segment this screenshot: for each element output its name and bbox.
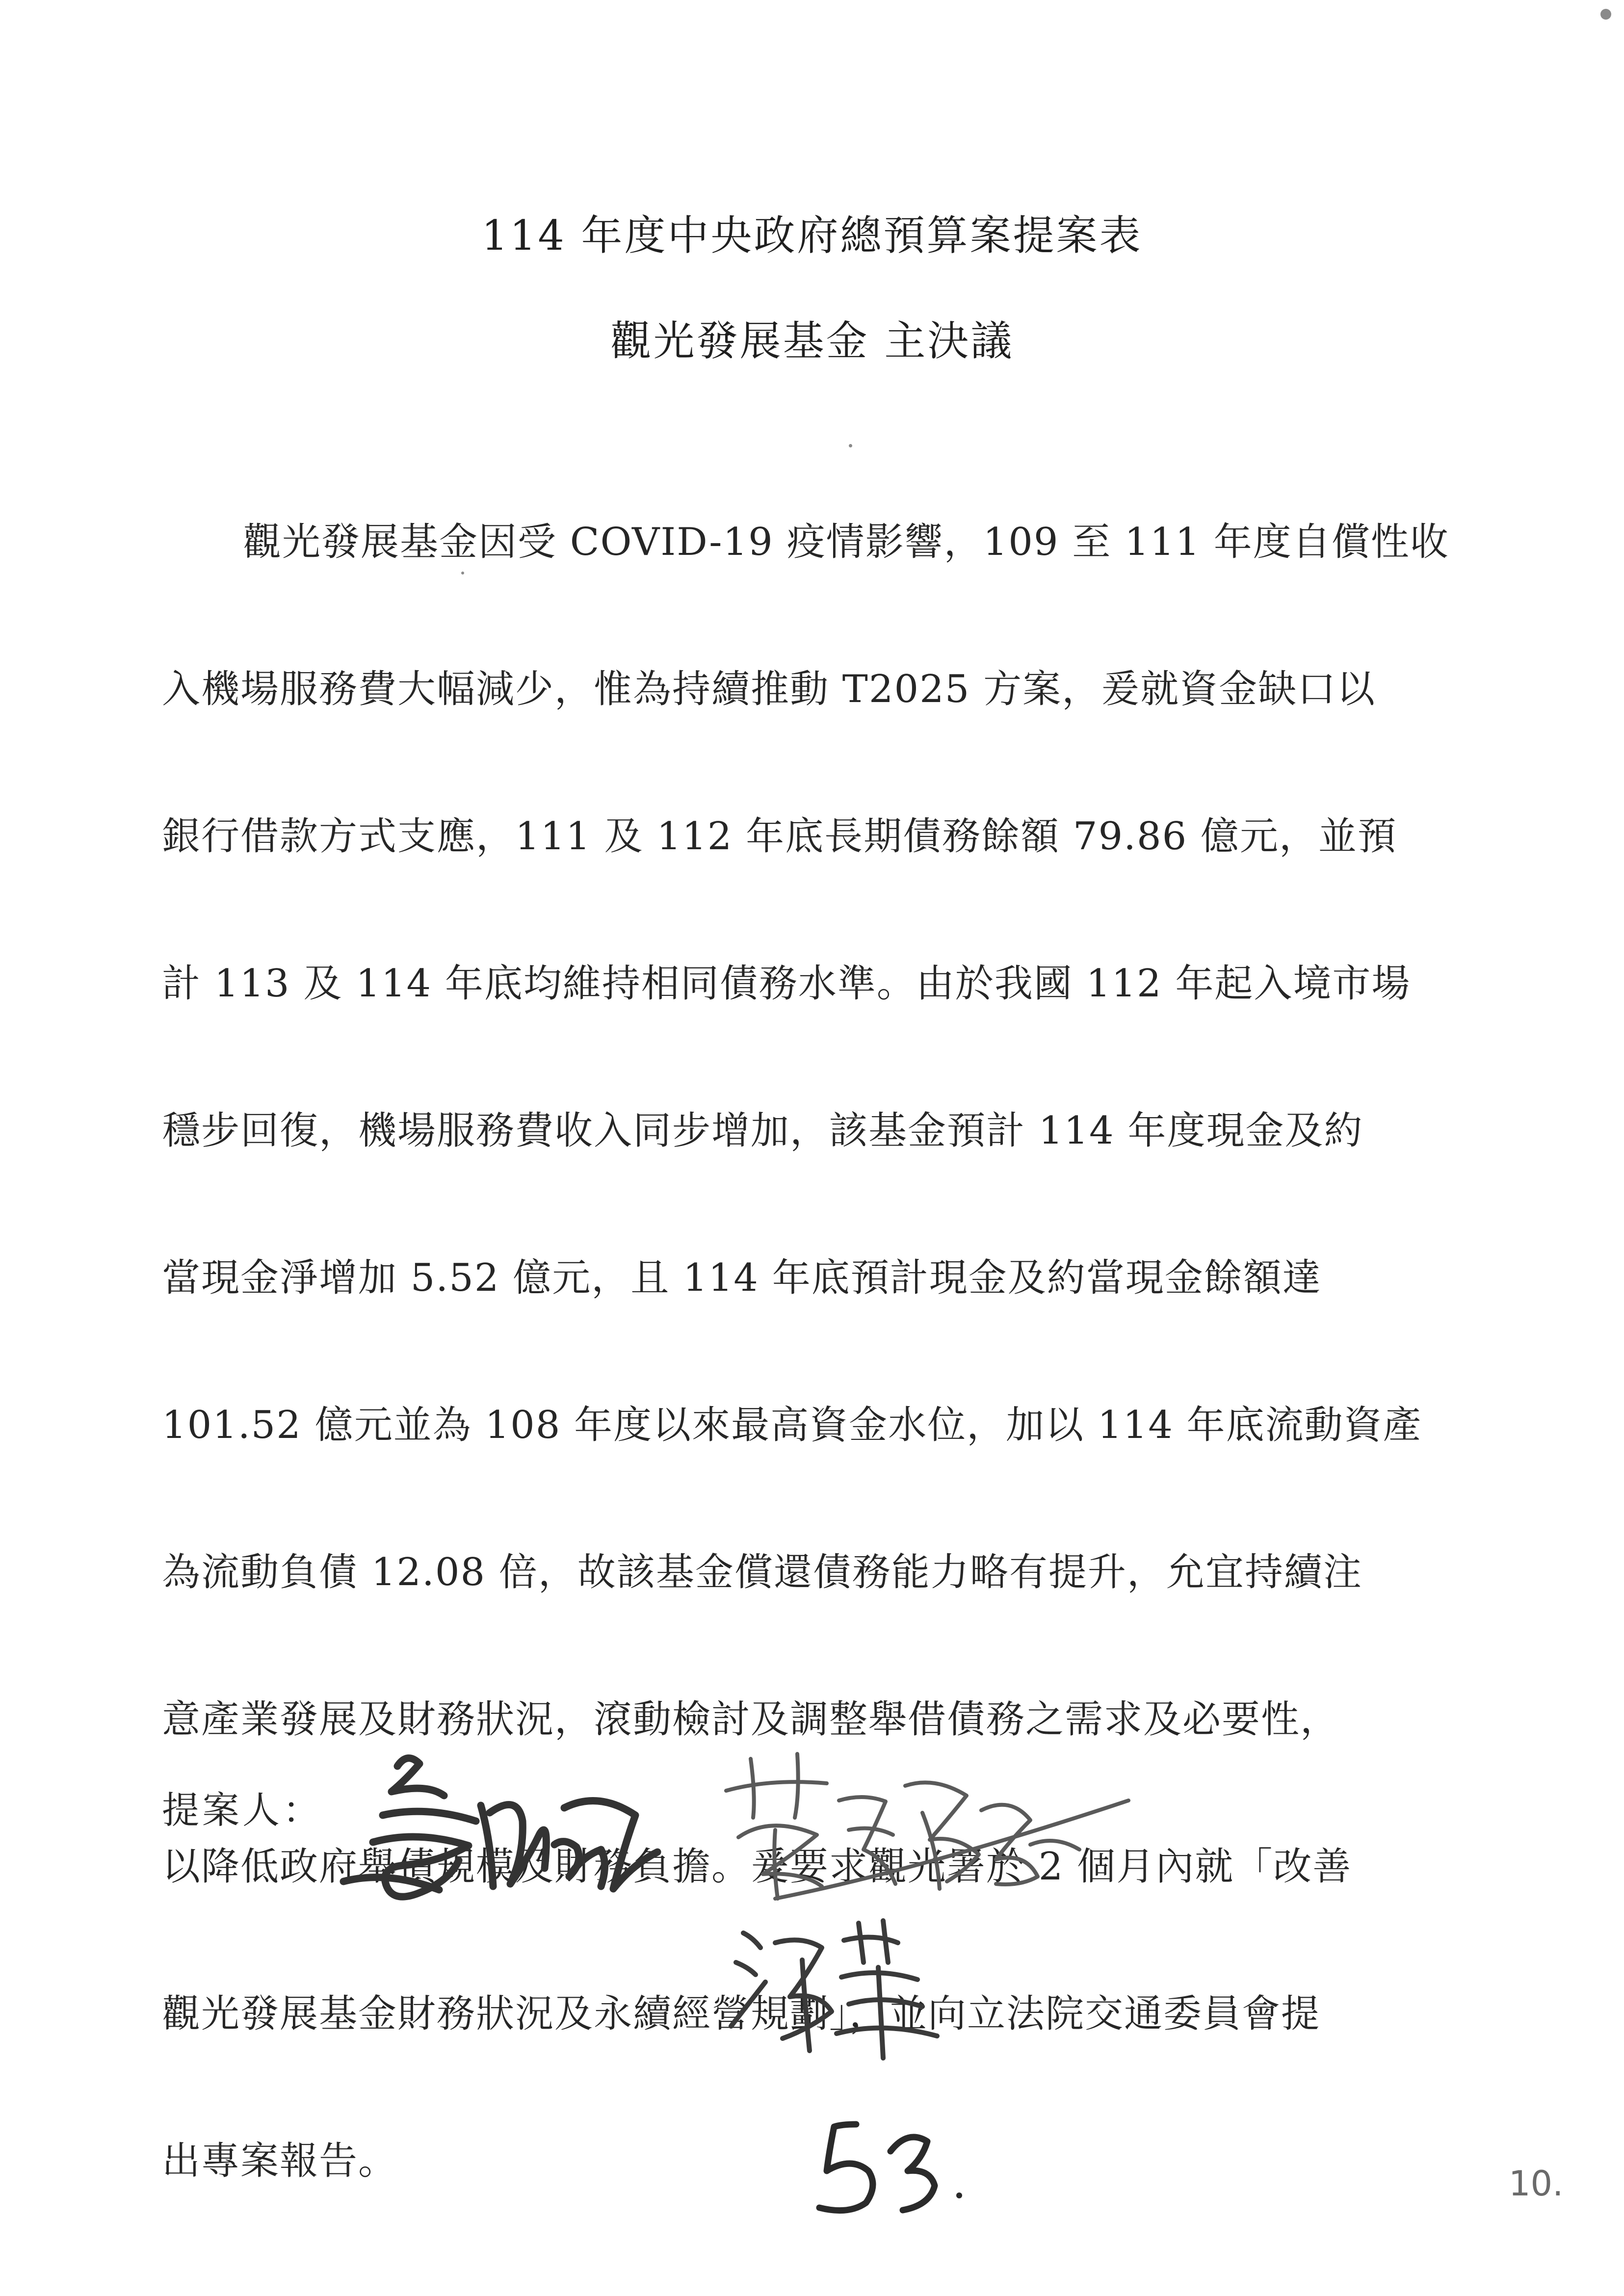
signature-1 xyxy=(334,1737,687,1933)
proposer-label: 提案人： xyxy=(162,1788,323,1832)
handwritten-signature-2 xyxy=(716,1737,1138,1913)
handwritten-signature-3 xyxy=(721,1913,967,2061)
body-line: 101.52 億元並為 108 年度以來最高資金水位，加以 114 年底流動資產 xyxy=(162,1403,1422,1447)
scan-speck xyxy=(849,444,852,447)
body-line: 入機場服務費大幅減少，惟為持續推動 T2025 方案，爰就資金缺口以 xyxy=(162,667,1376,711)
signature-2 xyxy=(716,1737,1138,1913)
body-line: 觀光發展基金財務狀況及永續經營規劃」，並向立法院交通委員會提 xyxy=(162,1992,1321,2036)
scan-speck xyxy=(1600,9,1611,20)
body-line: 觀光發展基金因受 COVID-19 疫情影響，109 至 111 年度自償性收 xyxy=(243,520,1449,564)
body-line: 出專案報告。 xyxy=(162,2139,398,2183)
document-title: 114 年度中央政府總預算案提案表 xyxy=(481,211,1143,260)
handwritten-number xyxy=(805,2105,981,2222)
document-subtitle: 觀光發展基金 主決議 xyxy=(610,317,1014,365)
body-line: 計 113 及 114 年底均維持相同債務水準。由於我國 112 年起入境市場 xyxy=(162,962,1411,1006)
handwritten-signature-1 xyxy=(334,1737,687,1933)
body-line: 穩步回復，機場服務費收入同步增加，該基金預計 114 年度現金及約 xyxy=(162,1109,1363,1153)
handwritten-number-53 xyxy=(805,2105,981,2222)
body-line: 以降低政府舉債規模及財務負擔。爰要求觀光署於 2 個月內就「改善 xyxy=(162,1845,1352,1889)
signature-3 xyxy=(721,1913,967,2061)
body-line: 當現金淨增加 5.52 億元，且 114 年底預計現金及約當現金餘額達 xyxy=(162,1256,1322,1300)
body-line: 意產業發展及財務狀況，滾動檢討及調整舉借債務之需求及必要性， xyxy=(162,1697,1340,1742)
body-line: 為流動負債 12.08 倍，故該基金償還債務能力略有提升，允宜持續注 xyxy=(162,1550,1362,1594)
page-number: 10. xyxy=(1509,2164,1564,2204)
body-line: 銀行借款方式支應，111 及 112 年底長期債務餘額 79.86 億元，並預 xyxy=(162,814,1397,859)
